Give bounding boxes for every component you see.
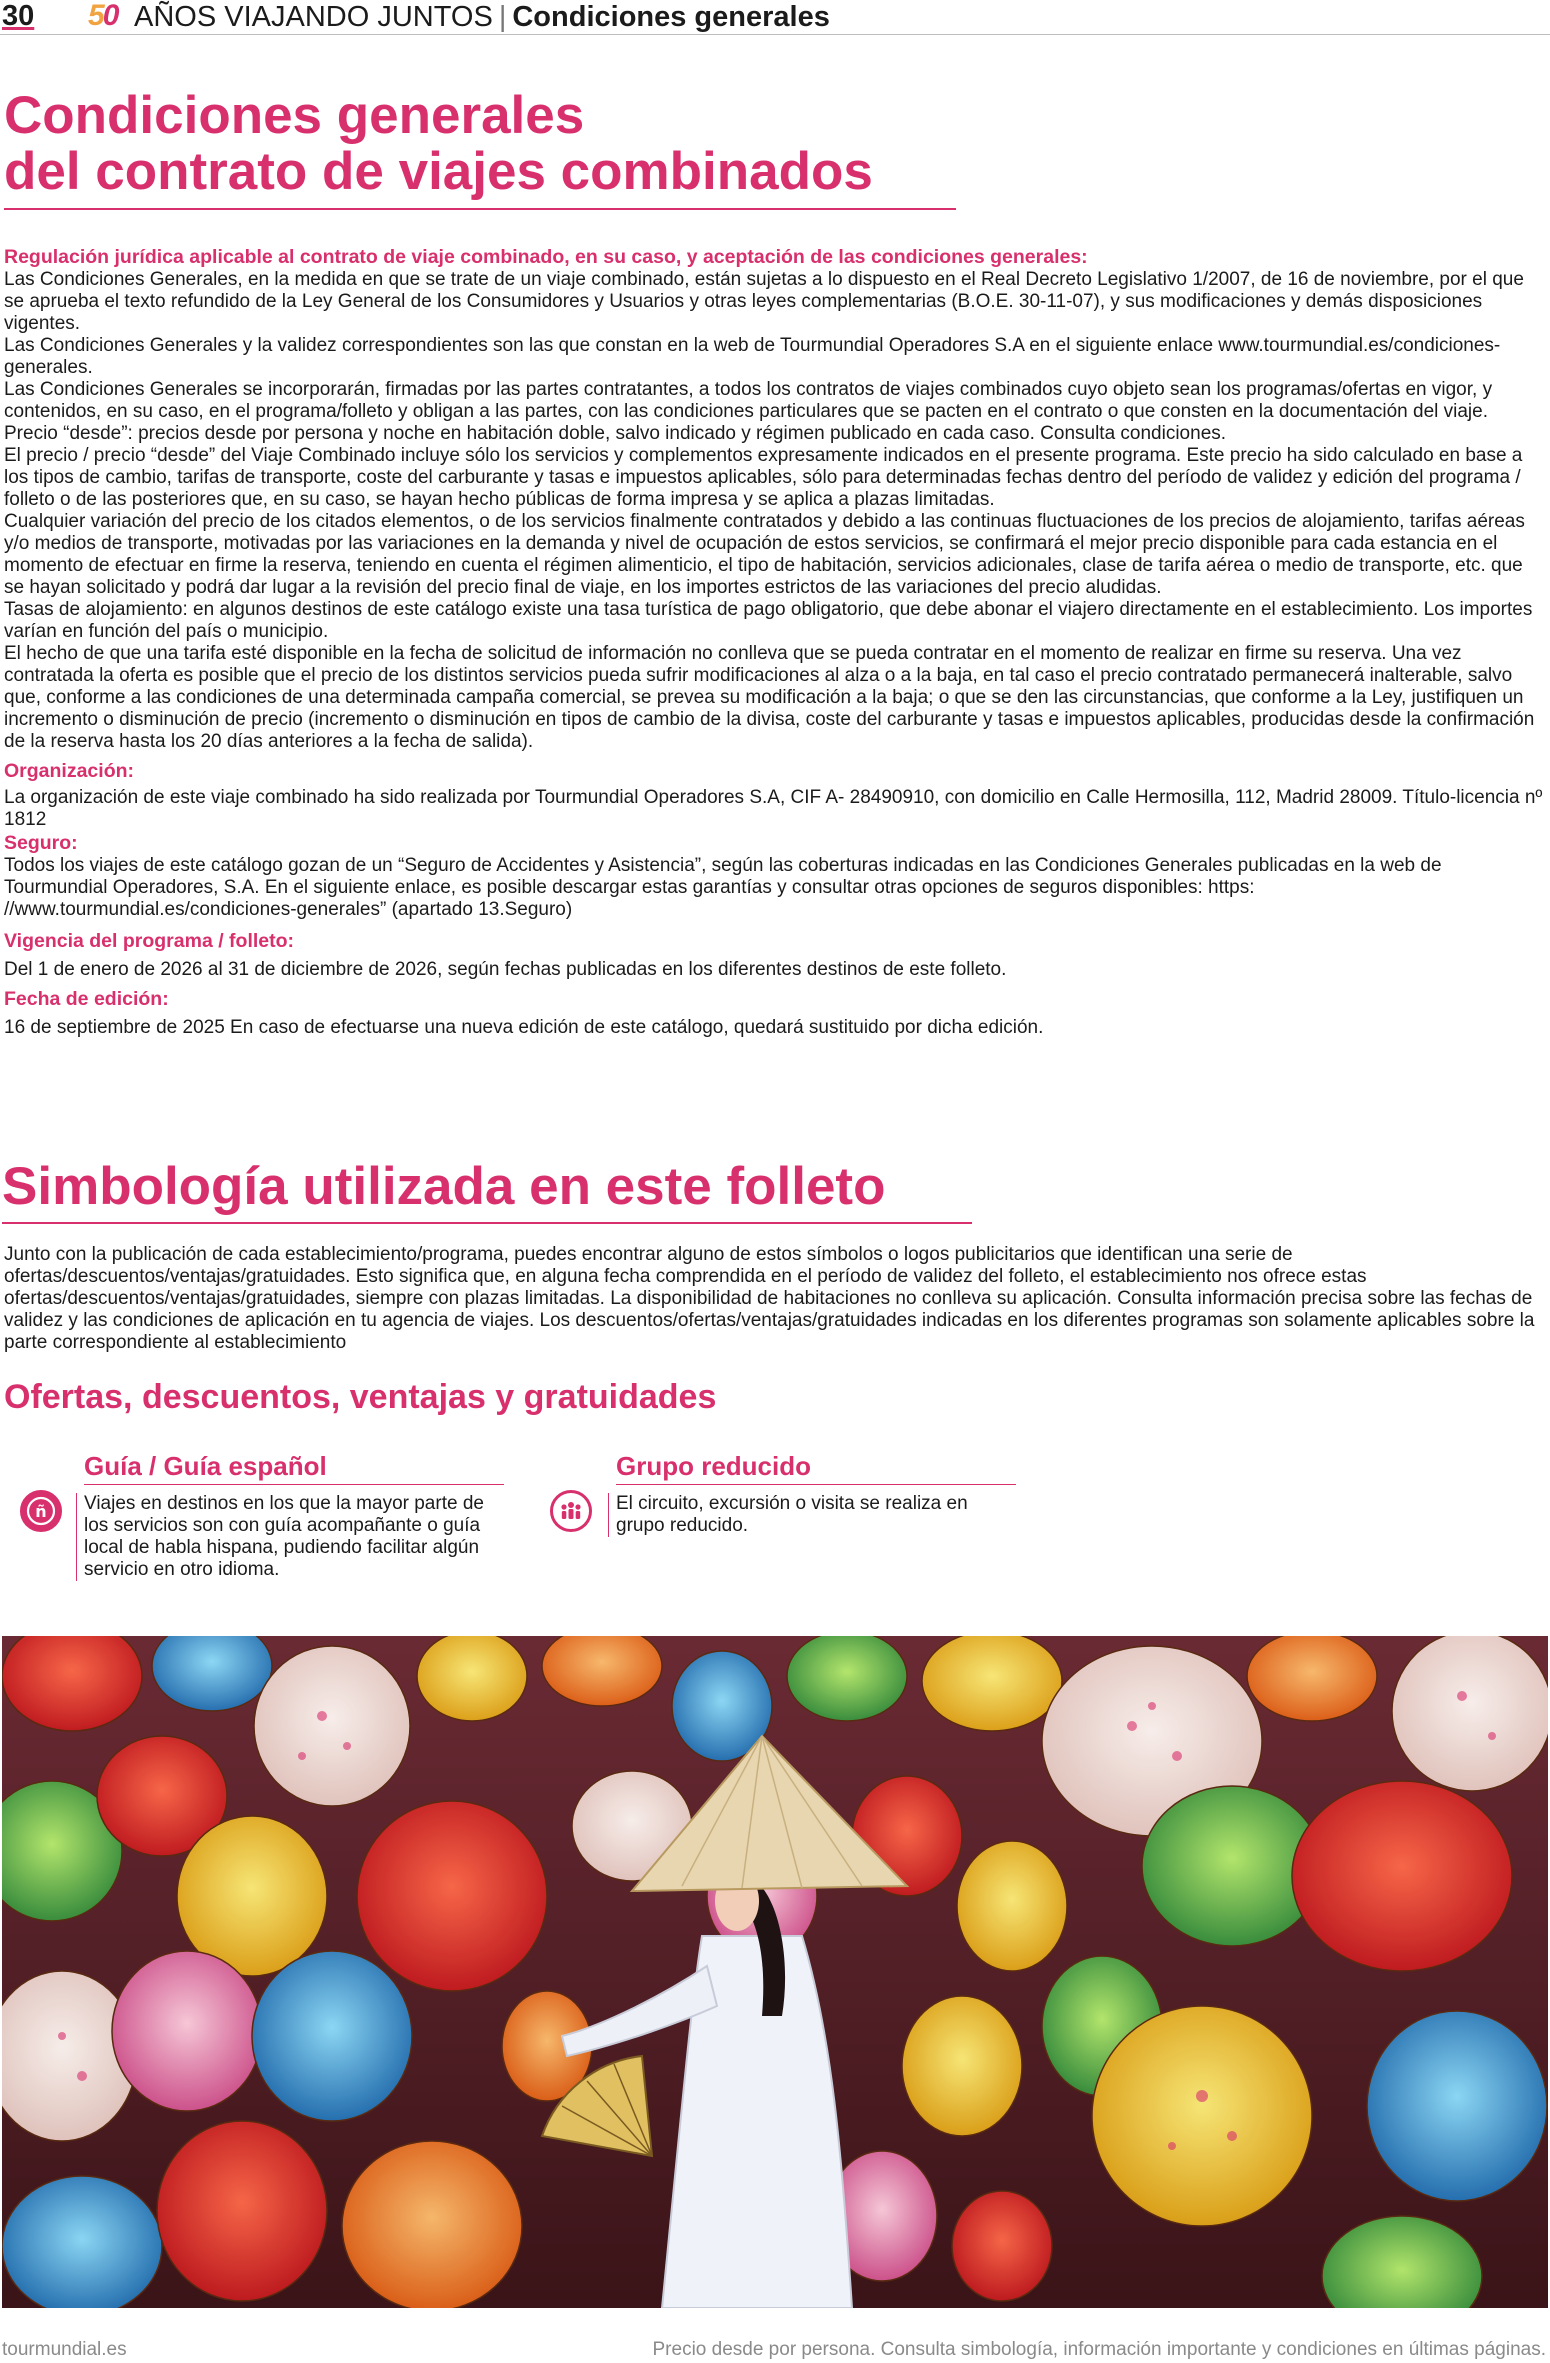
- conditions-body: [4, 245, 1546, 1039]
- page-title: [4, 88, 873, 200]
- regulation-paragraph: Las Condiciones Generales se incorporarán, firmadas por las partes contratantes, a todos los contratos de viajes combinados cuyo objeto sean los programas/ofertas en vigor, y contenidos, en su caso, en el programa/folleto y obligan a las partes, con las condiciones particulares que se pacten en el contrato o que consten en la documentación del viaje.: [4, 379, 1493, 422]
- symbol-title: Guía / Guía español: [84, 1451, 504, 1485]
- insurance-heading: Seguro:: [4, 832, 78, 854]
- title-underline: [4, 208, 956, 210]
- page-title-line-2: del contrato de viajes combinados: [4, 142, 873, 201]
- header-section: Condiciones generales: [512, 1, 830, 33]
- header-series: AÑOS VIAJANDO JUNTOS: [134, 1, 493, 33]
- regulation-paragraph: El hecho de que una tarifa esté disponible en la fecha de solicitud de información no conlleva que se pueda contratar en el momento de realizar en firme su reserva. Una vez contratada la oferta es posible que el precio de los distintos servicios pueda sufrir modificaciones al alza o a la baja, en tal caso el precio contratado permanecerá inalterable, salvo que, conforme a las condiciones de una determinada campaña comercial, se prevea su modificación a la baja; o que se den las circunstancias, que conforme a la Ley, justifiquen un incremento o disminución de precio (incremento o disminución en tipos de cambio de la divisa, coste del carburante y tasas e impuestos aplicables, producidas desde la confirmación de la reserva hasta los 20 días anteriores a la fecha de salida).: [4, 643, 1535, 752]
- regulation-heading: Regulación jurídica aplicable al contrato de viaje combinado, en su caso, y aceptación de las condiciones generales:: [4, 246, 1088, 268]
- symbology-title: Simbología utilizada en este folleto: [2, 1157, 886, 1216]
- regulation-paragraph: Las Condiciones Generales y la validez correspondientes son las que constan en la web de Tourmundial Operadores S.A en el siguiente enlace www.tourmundial.es/condiciones-generales.: [4, 335, 1501, 378]
- symbol-spanish-guide: [0, 1445, 520, 1590]
- organization-text: La organización de este viaje combinado ha sido realizada por Tourmundial Operadores S.A, CIF A- 28490910, con domicilio en Calle Hermosilla, 112, Madrid 28009. Título-licencia nº 1812: [4, 787, 1543, 830]
- validity-heading: Vigencia del programa / folleto:: [4, 930, 295, 952]
- organization-heading: Organización:: [4, 760, 135, 782]
- spanish-guide-icon: [20, 1490, 62, 1532]
- footer-site: tourmundial.es: [2, 2339, 127, 2360]
- symbol-small-group: [540, 1445, 1020, 1555]
- footer-note: Precio desde por persona. Consulta simbología, información importante y condiciones en últimas páginas.: [652, 2339, 1546, 2360]
- header-separator: |: [498, 1, 507, 33]
- page-header: [0, 0, 1550, 35]
- offers-title: Ofertas, descuentos, ventajas y gratuidades: [4, 1378, 717, 1416]
- symbol-description: El circuito, excursión o visita se realiza en grupo reducido.: [608, 1493, 1016, 1537]
- header-title: [134, 1, 830, 34]
- regulation-paragraph: Las Condiciones Generales, en la medida en que se trate de un viaje combinado, están sujetas a lo dispuesto en el Real Decreto Legislativo 1/2007, de 16 de noviembre, por el que se aprueba el texto refundido de la Ley General de los Consumidores y Usuarios y otras leyes complementarias (B.O.E. 30-11-07), y sus modificaciones y demás disposiciones vigentes.: [4, 269, 1524, 334]
- small-group-icon: [550, 1490, 592, 1532]
- page-title-line-1: Condiciones generales: [4, 86, 585, 145]
- symbol-description: Viajes en destinos en los que la mayor parte de los servicios son con guía acompañante o guía local de habla hispana, pudiendo facilitar algún servicio en otro idioma.: [76, 1493, 494, 1581]
- anniversary-logo: 50: [88, 0, 118, 32]
- edition-heading: Fecha de edición:: [4, 988, 169, 1010]
- svg-text:ñ: ñ: [35, 1502, 47, 1521]
- insurance-text: Todos los viajes de este catálogo gozan de un “Seguro de Accidentes y Asistencia”, según las coberturas indicadas en las Condiciones Generales publicadas en la web de Tourmundial Operadores, S.A. En el siguiente enlace, es posible descargar estas garantías y consultar otras opciones de seguros disponibles: https: //www.tourmundial.es/condiciones-generales” (apartado 13.Seguro): [4, 855, 1442, 920]
- regulation-paragraph: Precio “desde”: precios desde por persona y noche en habitación doble, salvo indicado y régimen publicado en cada caso. Consulta condiciones.: [4, 423, 1227, 444]
- regulation-paragraph: Cualquier variación del precio de los citados elementos, o de los servicios finalmente contratados y debido a las continuas fluctuaciones de los precios de alojamiento, tarifas aéreas y/o medios de transporte, motivadas por las variaciones en la demanda y nivel de ocupación de estos servicios, se confirmará el mejor precio disponible para cada estancia en el momento de efectuar en firme la reserva, teniendo en cuenta el régimen alimenticio, el tipo de habitación, servicios adicionales, clase de tarifa aérea o medio de transporte, etc. que se hayan solicitado y podrá dar lugar a la revisión del precio final de viaje, en los importes estrictos de las variaciones del precio aludidas.: [4, 511, 1525, 598]
- symbol-title: Grupo reducido: [616, 1451, 1016, 1485]
- lanterns-photo: [2, 1636, 1548, 2308]
- edition-text: 16 de septiembre de 2025 En caso de efectuarse una nueva edición de este catálogo, quedará sustituido por dicha edición.: [4, 1017, 1044, 1038]
- regulation-paragraph: Tasas de alojamiento: en algunos destinos de este catálogo existe una tasa turística de pago obligatorio, que debe abonar el viajero directamente en el establecimiento. Los importes varían en función del país o municipio.: [4, 599, 1533, 642]
- symbology-underline: [2, 1222, 972, 1224]
- page-number: 30: [2, 0, 35, 32]
- validity-text: Del 1 de enero de 2026 al 31 de diciembre de 2026, según fechas publicadas en los diferentes destinos de este folleto.: [4, 959, 1007, 980]
- regulation-paragraph: El precio / precio “desde” del Viaje Combinado incluye sólo los servicios y complementos expresamente indicados en el presente programa. Este precio ha sido calculado en base a los tipos de cambio, tarifas de transporte, coste del carburante y tasas e impuestos aplicables, sólo para determinadas fechas dentro del período de validez y edición del programa / folleto o de las posteriores que, en su caso, se hayan hecho públicas de forma impresa y se aplica a plazas limitadas.: [4, 445, 1523, 510]
- symbology-intro: Junto con la publicación de cada establecimiento/programa, puedes encontrar alguno de estos símbolos o logos publicitarios que identifican una serie de ofertas/descuentos/ventajas/gratuidades. Esto significa que, en alguna fecha comprendida en el período de validez del folleto, el establecimiento nos ofrece estas ofertas/descuentos/ventajas/gratuidades, siempre con plazas limitadas. La disponibilidad de habitaciones no conlleva su aplicación. Consulta información precisa sobre las fechas de validez y las condiciones de aplicación en tu agencia de viajes. Los descuentos/ofertas/ventajas/gratuidades indicadas en los diferentes programas son solamente aplicables sobre la parte correspondiente al establecimiento: [4, 1244, 1535, 1353]
